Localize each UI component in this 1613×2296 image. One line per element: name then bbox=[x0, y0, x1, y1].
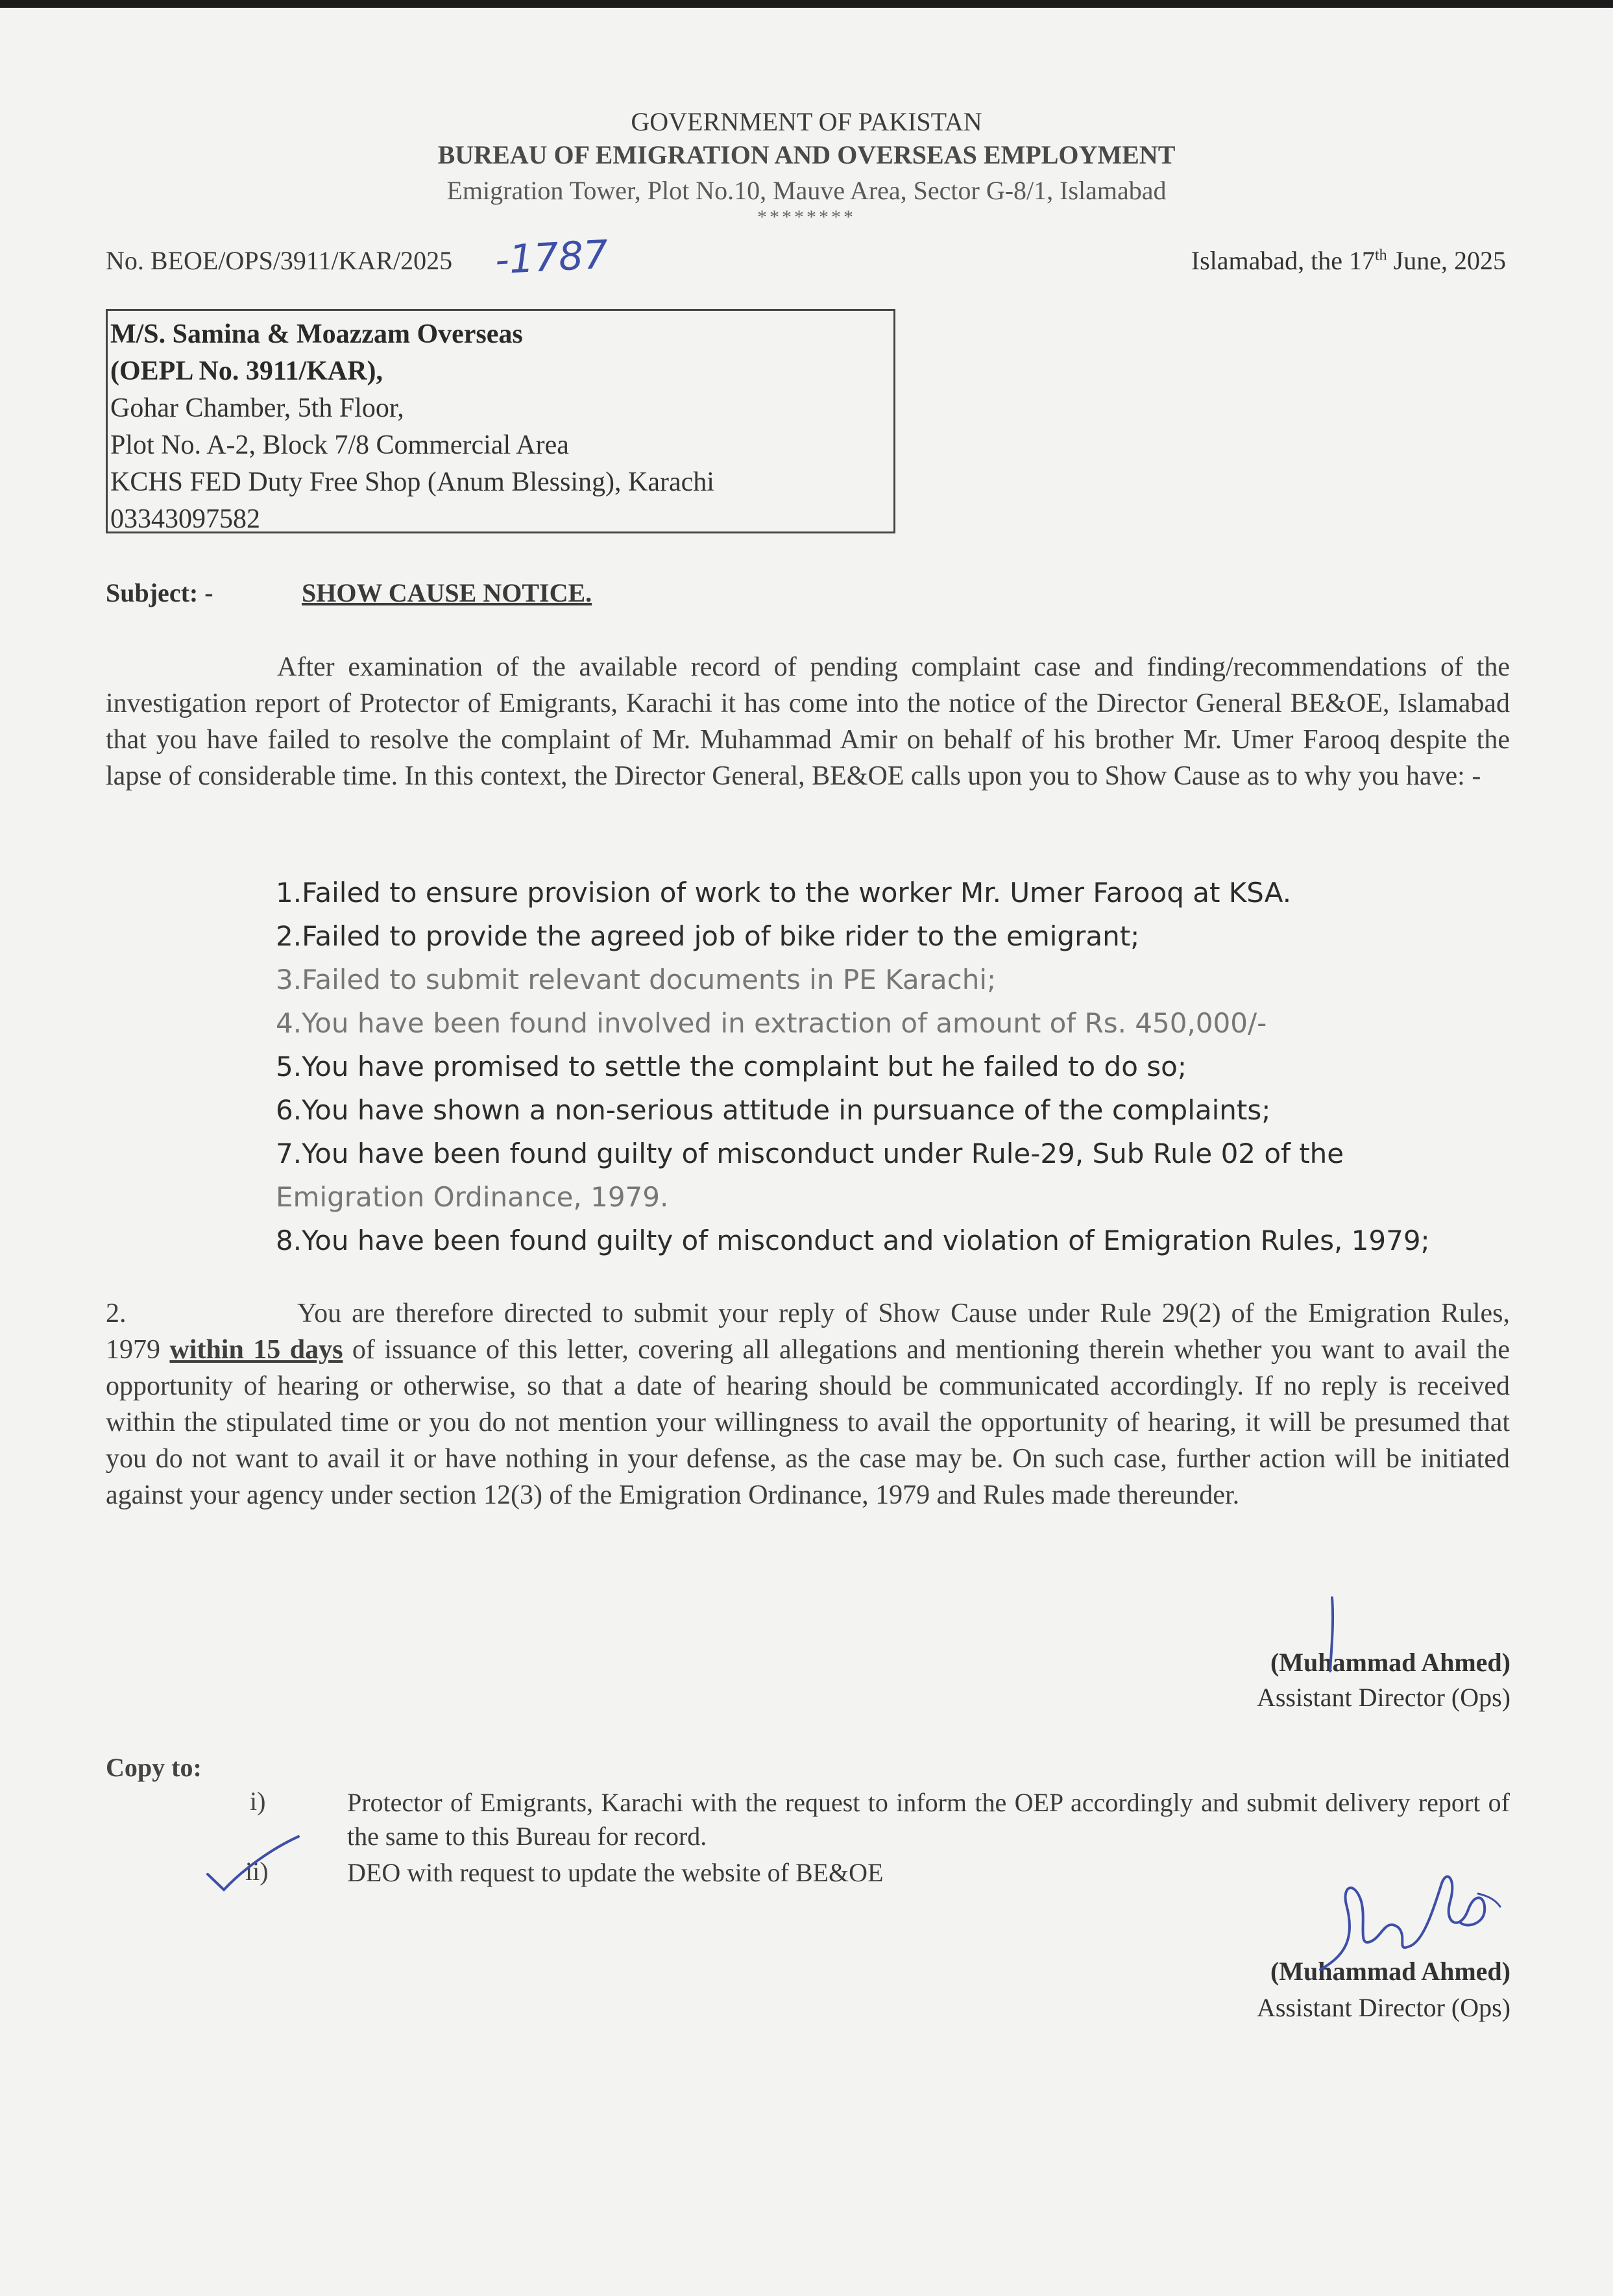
date-superscript: th bbox=[1375, 247, 1387, 264]
paragraph-1: After examination of the available record of pending complaint case and finding/recommendations of the investigation report of Protector of Emigrants, Karachi it has come into the notice of the Director General BE&OE, Islamabad that you have failed to resolve the complaint of Mr. Muhammad Amir on behalf of his brother Mr. Umer Farooq despite the lapse of considerable time. In this context, the Director General, BE&OE calls upon you to Show Cause as to why you have: - bbox=[106, 652, 1510, 791]
allegation-item: 1.Failed to ensure provision of work to the worker Mr. Umer Farooq at KSA. bbox=[276, 877, 1292, 909]
addressee-address-line: Plot No. A-2, Block 7/8 Commercial Area bbox=[110, 430, 569, 460]
allegation-item-continued: Emigration Ordinance, 1979. bbox=[276, 1181, 669, 1213]
allegation-item: 3.Failed to submit relevant documents in PE Karachi; bbox=[276, 964, 997, 995]
handwritten-reference-number: -1787 bbox=[494, 232, 610, 284]
allegation-item: 4.You have been found involved in extraction of amount of Rs. 450,000/- bbox=[276, 1007, 1267, 1039]
checkmark-icon bbox=[208, 1837, 298, 1890]
copy-item-text: Protector of Emigrants, Karachi with the request to inform the OEP accordingly and submit delivery report of the same to this Bureau for record. bbox=[347, 1788, 1510, 1851]
paragraph-2-text: You are therefore directed to submit your reply of Show Cause under Rule 29(2) of the Emigration Rules, 1979 bbox=[106, 1299, 1510, 1365]
signatory-title: Assistant Director (Ops) bbox=[1256, 1993, 1510, 2022]
addressee-address-line: Gohar Chamber, 5th Floor, bbox=[110, 393, 404, 423]
copy-item-number: i) bbox=[250, 1787, 266, 1816]
header-government: GOVERNMENT OF PAKISTAN bbox=[631, 107, 982, 136]
header-address: Emigration Tower, Plot No.10, Mauve Area, Sector G-8/1, Islamabad bbox=[446, 176, 1167, 205]
subject-title: SHOW CAUSE NOTICE. bbox=[302, 578, 592, 607]
signatory-title: Assistant Director (Ops) bbox=[1256, 1683, 1510, 1712]
addressee-phone: 03343097582 bbox=[110, 504, 260, 534]
reference-number: No. BEOE/OPS/3911/KAR/2025 bbox=[106, 246, 453, 275]
copy-item-text: DEO with request to update the website of BE&OE bbox=[347, 1858, 884, 1887]
signatory-name: (Muhammad Ahmed) bbox=[1270, 1648, 1510, 1677]
allegation-item: 7.You have been found guilty of misconduct under Rule-29, Sub Rule 02 of the bbox=[276, 1138, 1344, 1169]
copy-to-label: Copy to: bbox=[106, 1753, 202, 1782]
allegation-item: 5.You have promised to settle the complaint but he failed to do so; bbox=[276, 1051, 1187, 1082]
date-suffix: June, 2025 bbox=[1387, 246, 1506, 275]
allegation-item: 2.Failed to provide the agreed job of bike rider to the emigrant; bbox=[276, 920, 1140, 952]
paragraph-2-text: of issuance of this letter, covering all allegations and mentioning therein whether you want to avail the opportunity of hearing or otherwise, so that a date of hearing should be communicated accordingly. If no reply is received within the stipulated time or you do not mention your willingness to avail the opportunity of hearing, it will be presumed that you do not want to avail it or have nothing in your defense, as the case may be. On such case, further action will be initiated against your agency under section 12(3) of the Emigration Ordinance, 1979 and Rules made thereunder. bbox=[106, 1335, 1510, 1510]
date-prefix: Islamabad, the 17 bbox=[1191, 246, 1375, 275]
header-separator: ******** bbox=[757, 206, 856, 228]
allegation-item: 8.You have been found guilty of misconduct and violation of Emigration Rules, 1979; bbox=[276, 1225, 1430, 1256]
handwritten-signature bbox=[1320, 1877, 1485, 1970]
addressee-name: M/S. Samina & Moazzam Overseas bbox=[110, 319, 523, 349]
addressee-address-line: KCHS FED Duty Free Shop (Anum Blessing), Karachi bbox=[110, 467, 714, 497]
deadline-emphasis: within 15 days bbox=[169, 1335, 343, 1365]
addressee-license: (OEPL No. 3911/KAR), bbox=[110, 356, 383, 386]
paragraph-2-number: 2. bbox=[106, 1299, 127, 1328]
signatory-name: (Muhammad Ahmed) bbox=[1270, 1957, 1510, 1986]
copy-item-number: ii) bbox=[245, 1857, 269, 1886]
header-bureau: BUREAU OF EMIGRATION AND OVERSEAS EMPLOYMENT bbox=[437, 140, 1176, 169]
allegation-item: 6.You have shown a non-serious attitude in pursuance of the complaints; bbox=[276, 1094, 1271, 1126]
signature-stroke bbox=[1330, 1598, 1333, 1671]
subject-label: Subject: - bbox=[106, 578, 213, 607]
